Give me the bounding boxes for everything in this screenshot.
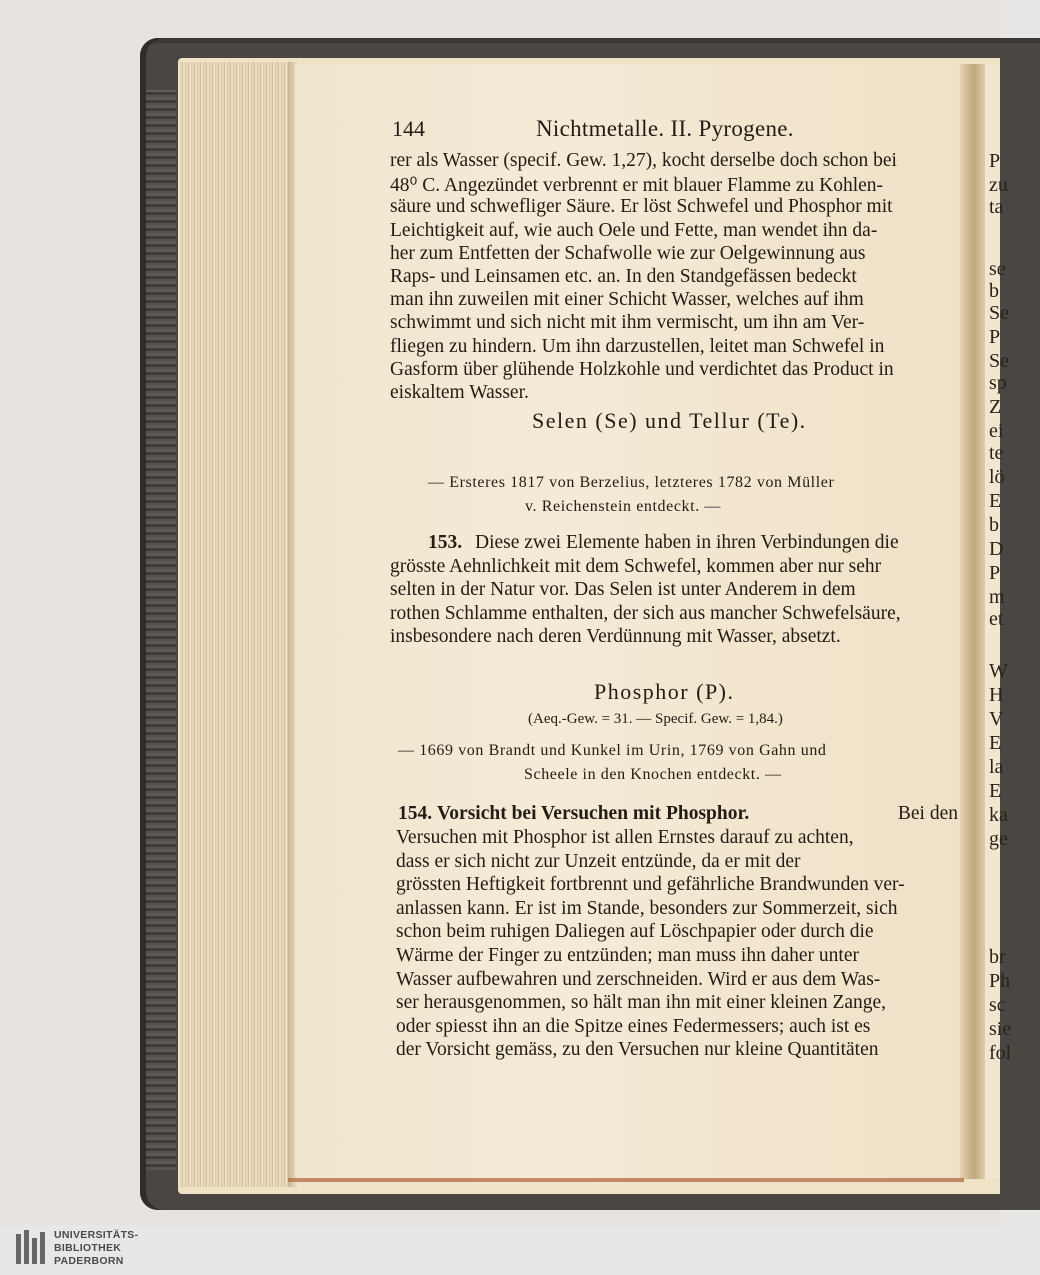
right-page-line: Z <box>989 396 1002 418</box>
intro-line: eiskaltem Wasser. <box>390 382 529 403</box>
intro-line: fliegen zu hindern. Um ihn darzustellen, leitet man Schwefel in <box>390 335 885 357</box>
cover-spine-texture <box>146 90 176 1170</box>
right-page-line: la <box>989 756 1004 778</box>
book-gutter <box>960 64 988 1179</box>
running-title: Nichtmetalle. II. Pyrogene. <box>536 116 794 141</box>
right-page-line: D <box>989 538 1004 560</box>
paragraph-153-line: rothen Schlamme enthalten, der sich aus mancher Schwefelsäure, <box>390 602 901 624</box>
right-page-line: sie <box>989 1018 1012 1040</box>
right-page-line: Se <box>989 302 1009 324</box>
intro-line: Leichtigkeit auf, wie auch Oele und Fette, man wendet ihn da- <box>390 219 878 241</box>
right-page-line: ta <box>989 196 1004 218</box>
intro-line: schwimmt und sich nicht mit ihm vermischt, um ihn am Ver- <box>390 312 865 334</box>
paragraph-154-line: Wärme der Finger zu entzünden; man muss ihn daher unter <box>396 945 859 966</box>
right-page-line: sc <box>989 994 1006 1016</box>
right-page-fragment <box>985 64 1012 1179</box>
paragraph-154-line: schon beim ruhigen Daliegen auf Löschpapier oder durch die <box>396 921 874 943</box>
phosphor-discovery-line-1: — 1669 von Brandt und Kunkel im Urin, 1769 von Gahn und <box>398 742 827 759</box>
intro-line: säure und schwefliger Säure. Er löst Schwefel und Phosphor mit <box>390 196 893 218</box>
right-page-line: Se <box>989 350 1009 372</box>
intro-line: rer als Wasser (specif. Gew. 1,27), kocht derselbe doch schon bei <box>390 150 897 171</box>
right-page-line: H <box>989 684 1004 706</box>
intro-line: man ihn zuweilen mit einer Schicht Wasser, welches auf ihm <box>390 289 864 311</box>
paragraph-154-line: ser herausgenommen, so hält man ihn mit einer kleinen Zange, <box>396 992 887 1014</box>
selen-discovery-line-1: — Ersteres 1817 von Berzelius, letzteres 1782 von Müller <box>428 474 835 491</box>
intro-line: 48⁰ C. Angezündet verbrennt er mit blauer Flamme zu Kohlen- <box>390 175 884 197</box>
right-page-line: te <box>989 442 1004 464</box>
right-page-line: P <box>989 562 1001 584</box>
paragraph-154-line: dass er sich nicht zur Unzeit entzünde, da er mit der <box>396 850 801 872</box>
right-page-line: b <box>989 280 999 302</box>
right-page-line: br <box>989 946 1006 968</box>
section-heading-phosphor: Phosphor (P). <box>594 679 735 704</box>
library-name-line-3: PADERBORN <box>54 1255 124 1267</box>
right-page-line: ge <box>989 828 1008 850</box>
paragraph-title-154: Vorsicht bei Versuchen mit Phosphor. <box>437 803 750 824</box>
page-number: 144 <box>392 116 425 141</box>
paragraph-153-line: Diese zwei Elemente haben in ihren Verbindungen die <box>475 532 899 553</box>
right-page-line: se <box>989 258 1006 280</box>
library-logo-icon <box>14 1228 48 1268</box>
right-page-line: E <box>989 732 1002 754</box>
paragraph-number-154: 154. <box>398 803 433 824</box>
phosphor-discovery-line-2: Scheele in den Knochen entdeckt. — <box>524 766 782 783</box>
right-page-line: b <box>989 514 999 536</box>
intro-line: Gasform über glühende Holzkohle und verdichtet das Product in <box>390 358 894 380</box>
paragraph-154-line: grössten Heftigkeit fortbrennt und gefährliche Brandwunden ver- <box>396 874 905 896</box>
right-page-line: zu <box>989 174 1008 196</box>
paragraph-153-line: selten in der Natur vor. Das Selen ist unter Anderem in dem <box>390 579 856 600</box>
right-page-line: W <box>989 660 1008 682</box>
paragraph-154-first-line <box>398 803 958 825</box>
right-page-line: V <box>989 708 1004 730</box>
selen-discovery-line-2: v. Reichenstein entdeckt. — <box>525 498 721 515</box>
right-page-line: ka <box>989 804 1008 826</box>
paragraph-154-line: oder spiesst ihn an die Spitze eines Federmessers; auch ist es <box>396 1015 871 1037</box>
right-page-line: E <box>989 780 1002 802</box>
right-page-line: m <box>989 586 1005 608</box>
right-page-line: lö <box>989 466 1005 488</box>
intro-line: her zum Entfetten der Schafwolle wie zur Oelgewinnung aus <box>390 242 866 264</box>
paragraph-154-line: der Vorsicht gemäss, zu den Versuchen nur kleine Quantitäten <box>396 1039 879 1061</box>
page-edges <box>180 62 288 1187</box>
right-page-line: fol <box>989 1042 1012 1064</box>
right-page-line: E <box>989 490 1002 512</box>
library-name-line-2: BIBLIOTHEK <box>54 1242 122 1254</box>
intro-line: Raps- und Leinsamen etc. an. In den Standgefässen bedeckt <box>390 266 857 287</box>
library-name-line-1: UNIVERSITÄTS- <box>54 1229 139 1241</box>
right-page-line: sp <box>989 372 1007 394</box>
phosphor-weights: (Aeq.-Gew. = 31. — Specif. Gew. = 1,84.) <box>528 711 783 727</box>
paragraph-number-153: 153. <box>428 532 463 553</box>
paragraph-154-line: Wasser aufbewahren und zerschneiden. Wird er aus dem Was- <box>396 968 881 990</box>
paragraph-154-line: Versuchen mit Phosphor ist allen Ernstes darauf zu achten, <box>396 827 854 848</box>
paragraph-153-line: grösste Aehnlichkeit mit dem Schwefel, kommen aber nur sehr <box>390 555 882 577</box>
right-page-line: ei <box>989 420 1004 442</box>
section-heading-selen: Selen (Se) und Tellur (Te). <box>532 408 807 433</box>
paragraph-153-line: insbesondere nach deren Verdünnung mit Wasser, absetzt. <box>390 626 841 647</box>
footer-bar <box>0 1225 1000 1275</box>
paragraph-154-first-line-rest: Bei den <box>897 803 958 824</box>
right-page-line: Ph <box>989 970 1011 992</box>
right-page-line: P <box>989 326 1001 348</box>
right-page-line: et <box>989 608 1004 630</box>
right-page-line: P <box>989 150 1001 172</box>
paragraph-154-line: anlassen kann. Er ist im Stande, besonders zur Sommerzeit, sich <box>396 897 898 919</box>
